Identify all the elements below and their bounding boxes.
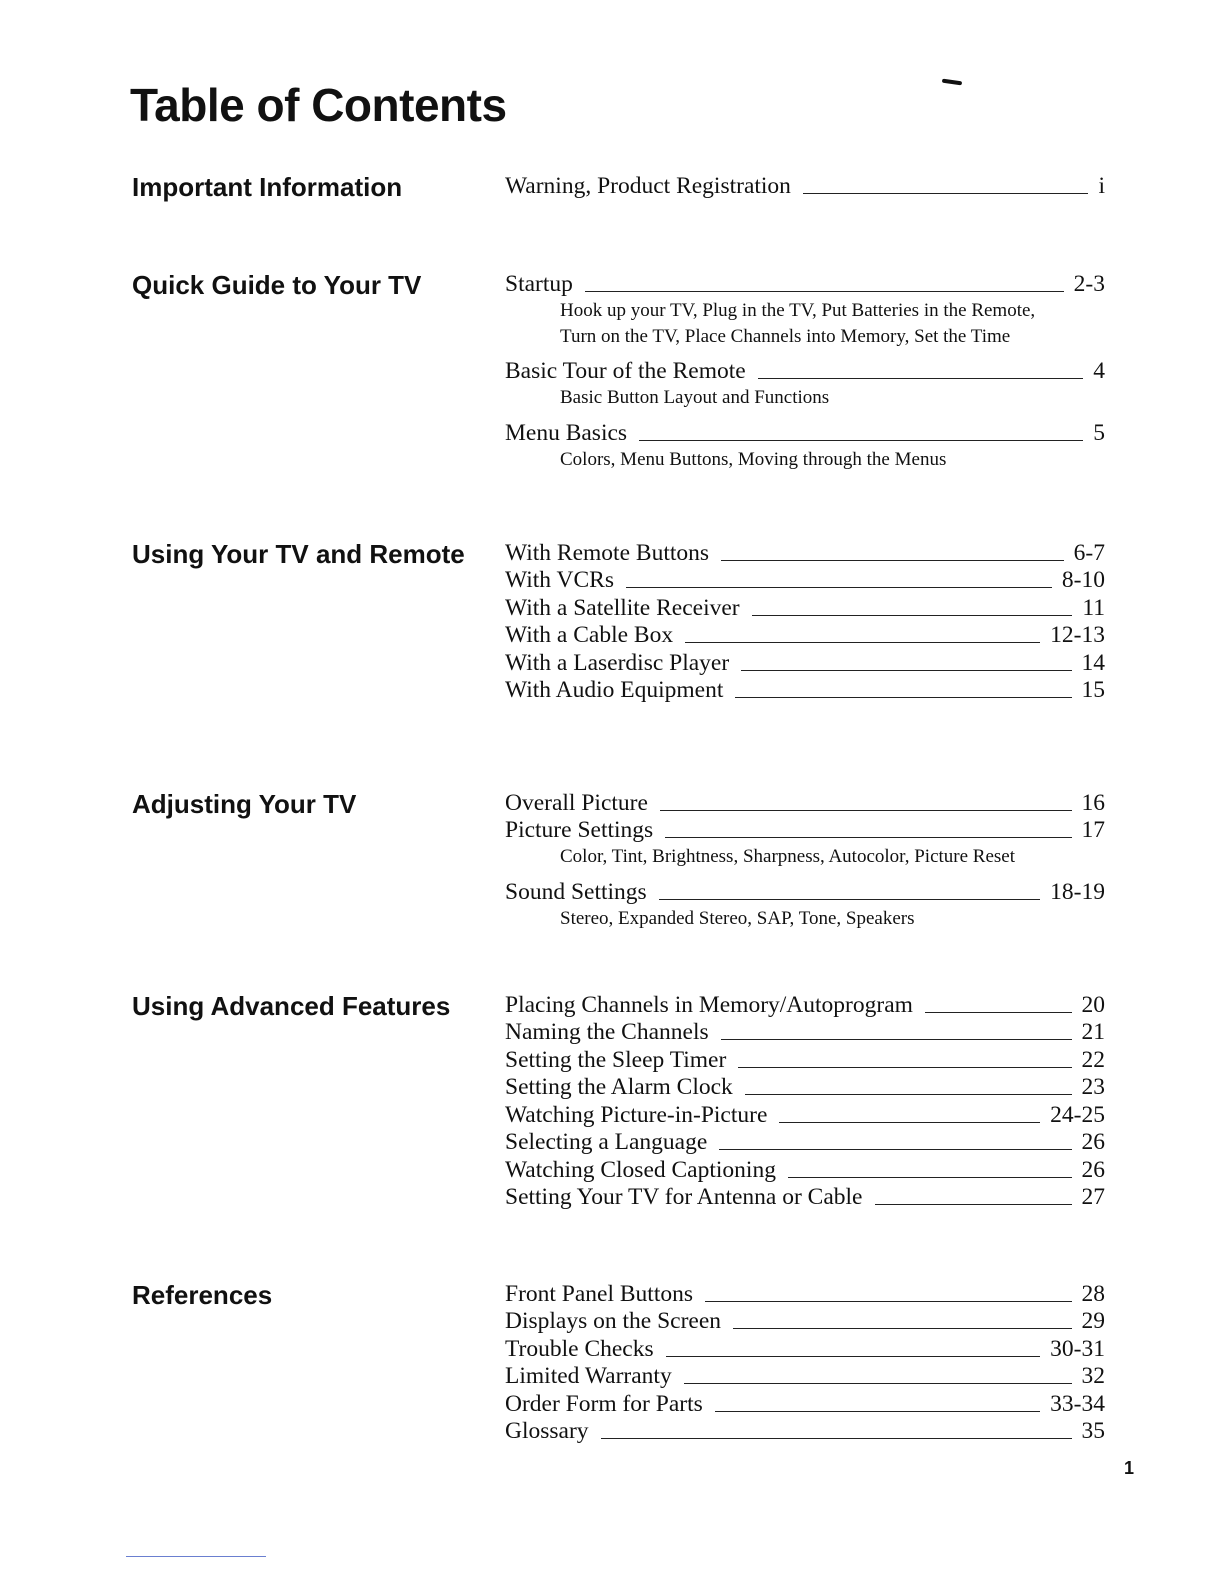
toc-entry-row (505, 817, 1105, 845)
entry-spacer (505, 870, 1105, 878)
toc-entry (505, 539, 1105, 567)
leader-line (741, 670, 1071, 671)
toc-entry-row (505, 358, 1105, 386)
toc-entry-row (505, 1074, 1105, 1102)
toc-entry-row (505, 1129, 1105, 1157)
toc-entry-label: With Audio Equipment (505, 677, 724, 703)
leader-line (705, 1301, 1071, 1302)
toc-entry (505, 1390, 1105, 1418)
toc-entry (505, 1184, 1105, 1212)
toc-entry-page: 17 (1081, 817, 1105, 843)
section-entries (505, 172, 1105, 200)
toc-entry-page: 16 (1081, 789, 1105, 816)
toc-entry-description: Basic Button Layout and Functions (560, 387, 830, 408)
toc-entry-label: Displays on the Screen (505, 1308, 722, 1334)
toc-entry (505, 622, 1105, 650)
toc-entry-label: Front Panel Buttons (505, 1280, 694, 1307)
toc-entry (505, 419, 1105, 473)
toc-entry-page: 30-31 (1050, 1335, 1105, 1362)
section-heading: References (132, 1280, 273, 1310)
leader-line (875, 1204, 1072, 1205)
toc-entry-row (505, 1308, 1105, 1336)
toc-entry-label: Naming the Channels (505, 1019, 709, 1045)
toc-entry-row (505, 991, 1105, 1019)
toc-entry-label: With Remote Buttons (505, 539, 710, 566)
leader-line (659, 899, 1040, 900)
toc-entry-label: Setting the Alarm Clock (505, 1074, 733, 1100)
leader-line (758, 378, 1084, 379)
toc-entry (505, 1280, 1105, 1308)
entry-spacer (505, 411, 1105, 419)
toc-entry-page: 2-3 (1073, 270, 1105, 297)
section-entries (505, 1280, 1105, 1445)
toc-entry-label: Watching Picture-in-Picture (505, 1101, 768, 1128)
toc-entry-page: 18-19 (1050, 878, 1105, 905)
leader-line (752, 615, 1073, 616)
toc-entry-row (505, 567, 1105, 595)
toc-entry-page: 4 (1093, 358, 1105, 384)
toc-entry (505, 594, 1105, 622)
toc-entry-description: Hook up your TV, Plug in the TV, Put Batteries in the Remote, (560, 299, 1036, 321)
toc-entry-page: 29 (1081, 1308, 1105, 1334)
toc-entry (505, 1074, 1105, 1102)
toc-entry (505, 1101, 1105, 1129)
toc-entry-label: Startup (505, 270, 573, 297)
toc-entry-page: 12-13 (1050, 622, 1105, 648)
toc-entry-row (505, 649, 1105, 677)
toc-entry-description: Color, Tint, Brightness, Sharpness, Autocolor, Picture Reset (560, 846, 1016, 867)
toc-entry-page: 21 (1081, 1019, 1105, 1045)
toc-entry-page: 26 (1081, 1129, 1105, 1155)
section-entries (505, 270, 1105, 473)
entry-spacer (505, 350, 1105, 358)
leader-line (585, 291, 1064, 292)
toc-entry-label: Watching Closed Captioning (505, 1156, 776, 1183)
toc-entry-page: 22 (1081, 1046, 1105, 1073)
toc-entry-label: Setting Your TV for Antenna or Cable (505, 1184, 863, 1210)
leader-line (666, 1356, 1041, 1357)
toc-entry-label: Sound Settings (505, 878, 647, 905)
toc-entry (505, 1046, 1105, 1074)
section-heading: Important Information (132, 172, 403, 202)
toc-entry-page: 32 (1081, 1363, 1105, 1389)
toc-entry-description: Stereo, Expanded Stereo, SAP, Tone, Speakers (560, 907, 915, 929)
leader-line (715, 1411, 1040, 1412)
toc-entry-label: Setting the Sleep Timer (505, 1046, 727, 1073)
toc-entry (505, 677, 1105, 705)
leader-line (925, 1012, 1072, 1013)
toc-entry-row (505, 1101, 1105, 1129)
toc-entry-page: 27 (1081, 1184, 1105, 1210)
section-heading: Using Advanced Features (132, 991, 451, 1021)
leader-line (745, 1094, 1072, 1095)
toc-entry-label: Placing Channels in Memory/Autoprogram (505, 991, 913, 1018)
section-heading: Adjusting Your TV (132, 789, 357, 819)
toc-entry-row (505, 789, 1105, 817)
leader-line (660, 810, 1072, 811)
toc-entry (505, 1129, 1105, 1157)
leader-line (601, 1438, 1072, 1439)
page-number: 1 (1124, 1458, 1135, 1478)
toc-entry-row (505, 1184, 1105, 1212)
toc-entry (505, 878, 1105, 932)
toc-entry (505, 1363, 1105, 1391)
toc-entry-row (505, 1418, 1105, 1446)
toc-entry-description: Turn on the TV, Place Channels into Memory, Set the Time (560, 325, 1011, 347)
section-heading: Using Your TV and Remote (132, 539, 465, 569)
scan-mark (942, 79, 962, 86)
toc-entry-label: Warning, Product Registration (505, 172, 791, 199)
toc-entry-page: 6-7 (1073, 539, 1105, 566)
toc-entry (505, 1335, 1105, 1363)
leader-line (721, 560, 1064, 561)
section-entries (505, 991, 1105, 1211)
leader-line (626, 587, 1052, 588)
toc-entry-row (505, 172, 1105, 200)
leader-line (719, 1149, 1071, 1150)
toc-entry-page: 23 (1081, 1074, 1105, 1100)
section-heading: Quick Guide to Your TV (132, 270, 422, 300)
toc-entry (505, 1418, 1105, 1446)
toc-entry-page: 14 (1081, 649, 1105, 676)
toc-entry-row (505, 1046, 1105, 1074)
leader-line (639, 440, 1083, 441)
toc-entry-page: 24-25 (1050, 1101, 1105, 1128)
toc-entry-page: 20 (1081, 991, 1105, 1018)
toc-entry-row (505, 878, 1105, 906)
leader-line (721, 1039, 1072, 1040)
toc-entry-page: 5 (1093, 419, 1105, 446)
toc-entry-row (505, 419, 1105, 447)
toc-entry-page: i (1098, 172, 1105, 199)
toc-entry-row (505, 270, 1105, 298)
toc-entry (505, 1156, 1105, 1184)
leader-line (779, 1122, 1040, 1123)
toc-entry-row (505, 1363, 1105, 1391)
section-entries (505, 539, 1105, 704)
section-entries (505, 789, 1105, 932)
toc-entry (505, 789, 1105, 817)
toc-entry-label: Basic Tour of the Remote (505, 358, 746, 384)
toc-entry (505, 270, 1105, 350)
toc-entry-page: 8-10 (1061, 567, 1105, 593)
toc-entry-row (505, 1390, 1105, 1418)
toc-entry-row (505, 622, 1105, 650)
leader-line (665, 837, 1071, 838)
toc-entry-label: With a Cable Box (505, 622, 674, 648)
toc-entry-row (505, 594, 1105, 622)
toc-entry-row (505, 1280, 1105, 1308)
toc-entry-label: Overall Picture (505, 789, 648, 816)
toc-entry-label: With a Laserdisc Player (505, 649, 730, 676)
leader-line (788, 1177, 1072, 1178)
toc-entry-label: Menu Basics (505, 419, 628, 446)
toc-entry-row (505, 1156, 1105, 1184)
toc-entry-label: Order Form for Parts (505, 1390, 703, 1417)
toc-entry (505, 991, 1105, 1019)
toc-entry-page: 15 (1081, 677, 1105, 703)
toc-entry-page: 26 (1081, 1156, 1105, 1183)
footer-rule (126, 1556, 266, 1557)
toc-entry-row (505, 1335, 1105, 1363)
toc-entry-label: Picture Settings (505, 817, 654, 843)
toc-entry (505, 358, 1105, 412)
toc-entry-page: 35 (1081, 1418, 1105, 1444)
toc-entry (505, 172, 1105, 200)
toc-entry-row (505, 1019, 1105, 1047)
toc-entry-label: Limited Warranty (505, 1363, 672, 1389)
toc-entry-page: 28 (1081, 1280, 1105, 1307)
leader-line (803, 193, 1089, 194)
toc-entry (505, 817, 1105, 871)
toc-entry-label: Selecting a Language (505, 1129, 708, 1155)
toc-entry (505, 1308, 1105, 1336)
toc-entry-row (505, 539, 1105, 567)
toc-entry-description: Colors, Menu Buttons, Moving through the Menus (560, 448, 947, 470)
toc-entry-page: 11 (1082, 594, 1105, 621)
page-title: Table of Contents (130, 79, 507, 131)
toc-entry-page: 33-34 (1050, 1390, 1105, 1417)
leader-line (735, 697, 1071, 698)
toc-entry-label: With a Satellite Receiver (505, 594, 740, 621)
toc-entry (505, 567, 1105, 595)
toc-entry (505, 649, 1105, 677)
leader-line (738, 1067, 1071, 1068)
leader-line (684, 1383, 1072, 1384)
leader-line (733, 1328, 1071, 1329)
toc-entry-label: With VCRs (505, 567, 614, 593)
leader-line (685, 642, 1040, 643)
toc-entry-row (505, 677, 1105, 705)
toc-entry-label: Glossary (505, 1418, 589, 1444)
toc-entry-label: Trouble Checks (505, 1335, 654, 1362)
toc-entry (505, 1019, 1105, 1047)
